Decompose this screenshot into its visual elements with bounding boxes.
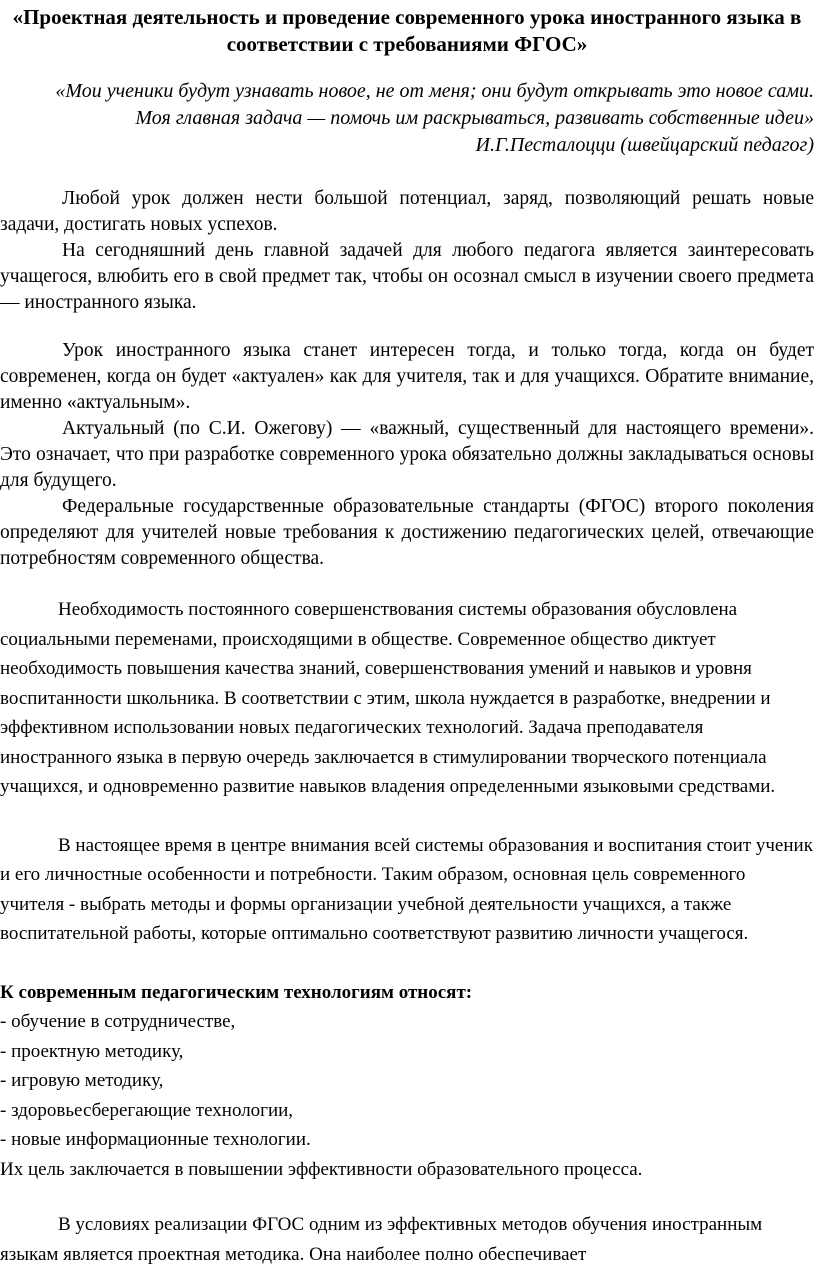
epigraph-quote-line-1: «Мои ученики будут узнавать новое, не от меня; они будут открывать это новое сами. — [55, 80, 814, 102]
paragraph-student-centered: В настоящее время в центре внимания всей системы образования и воспитания стоит ученик и его личностные особенности и потребности. Таким образом, основная цель современного учителя - выбрать методы и формы организации учебной деятельности учащихся, а также воспитательной работы, которые оптимально соответствуют развитию личности учащегося. — [0, 834, 813, 944]
intro-section — [0, 186, 814, 316]
list-item: - здоровьесберегающие технологии, — [0, 1099, 294, 1121]
technologies-conclusion: Их цель заключается в повышении эффективности образовательного процесса. — [0, 1158, 643, 1180]
paragraph-fgos: Федеральные государственные образовательные стандарты (ФГОС) второго поколения определяют для учителей новые требования к достижению педагогических целей, отвечающие потребностям современного общества. — [0, 496, 814, 569]
epigraph-author: И.Г.Песталоцци (швейцарский педагог) — [475, 134, 814, 156]
spacer — [0, 572, 814, 595]
paragraph-main-task: На сегодняшний день главной задачей для любого педагога является заинтересовать учащегося, влюбить его в свой предмет так, чтобы он осознал смысл в изучении своего предмета — иностранного языка. — [0, 240, 814, 313]
paragraph-project-method: В условиях реализации ФГОС одним из эффективных методов обучения иностранным языкам является проектная методика. Она наиболее полно обеспечивает — [0, 1214, 763, 1265]
epigraph — [0, 78, 814, 159]
spacer — [0, 949, 814, 978]
spacer — [0, 316, 814, 338]
technologies-section — [0, 978, 814, 1185]
epigraph-quote-line-2: Моя главная задача — помочь им раскрываться, развивать собственные идеи» — [135, 107, 814, 129]
paragraph-education-improvement: Необходимость постоянного совершенствования системы образования обусловлена социальными переменами, происходящими в обществе. Современное общество диктует необходимость повышения качества знаний, совершенствования умений и навыков и уровня воспитанности школьника. В соответствии с этим, школа нуждается в разработке, внедрении и эффективном использовании новых педагогических технологий. Задача преподавателя иностранного языка в первую очередь заключается в стимулировании творческого потенциала учащихся, и одновременно развитие навыков владения определенными языковыми средствами. — [0, 599, 776, 797]
spacer — [0, 802, 814, 831]
list-item: - проектную методику, — [0, 1040, 184, 1062]
list-item: - игровую методику, — [0, 1070, 164, 1091]
technologies-heading: К современным педагогическим технологиям относят: — [0, 981, 473, 1003]
document-title: «Проектная деятельность и проведение современного урока иностранного языка в соответствии с требованиями ФГОС» — [12, 5, 802, 56]
paragraph-modern-lesson: Урок иностранного языка станет интересен тогда, и только тогда, когда он будет современен, когда он будет «актуален» как для учителя, так и для учащихся. Обратите внимание, именно «актуальным». — [0, 340, 814, 413]
spacer — [0, 1184, 814, 1210]
list-item: - обучение в сотрудничестве, — [0, 1011, 236, 1032]
paragraph-lesson-potential: Любой урок должен нести большой потенциал, заряд, позволяющий решать новые задачи, достигать новых успехов. — [0, 188, 814, 235]
list-item: - новые информационные технологии. — [0, 1129, 311, 1150]
paragraph-actual-definition: Актуальный (по С.И. Ожегову) — «важный, существенный для настоящего времени». Это означает, что при разработке современного урока обязательно должны закладываться основы для будущего. — [0, 418, 814, 491]
relevance-section — [0, 338, 814, 572]
